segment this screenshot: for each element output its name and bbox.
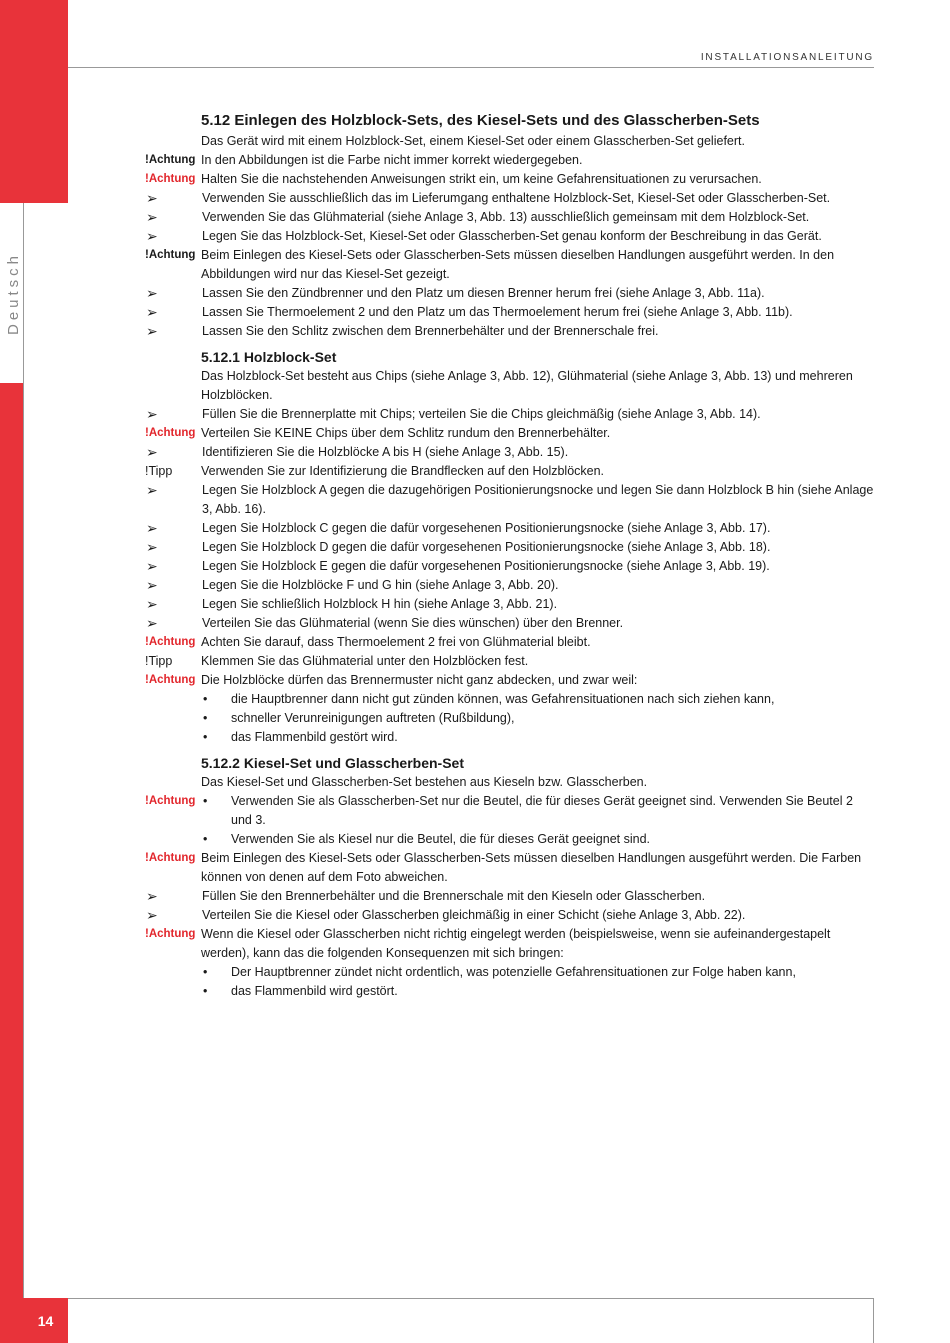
- text-row: [145, 849, 875, 887]
- row-text: Verwenden Sie das Glühmaterial (siehe Anlage 3, Abb. 13) ausschließlich gemeinsam mit dem Holzblock-Set.: [202, 210, 810, 224]
- list-item-text: die Hauptbrenner dann nicht gut zünden können, was Gefahrensituationen nach sich ziehen kann,: [231, 692, 775, 706]
- arrow-bullet-icon: ➢: [146, 596, 158, 612]
- list-item-text: das Flammenbild wird gestört.: [231, 984, 398, 998]
- warning-label: !Achtung: [145, 674, 196, 686]
- text-row: [145, 303, 875, 322]
- text-row: [145, 595, 875, 614]
- header-title: INSTALLATIONSANLEITUNG: [700, 52, 874, 63]
- text-row: [145, 481, 875, 519]
- warning-label: !Achtung: [145, 154, 196, 166]
- list-item: [201, 830, 875, 849]
- text-row: [145, 405, 875, 424]
- text-row: [145, 227, 875, 246]
- row-text: Identifizieren Sie die Holzblöcke A bis H (siehe Anlage 3, Abb. 15).: [202, 445, 569, 459]
- row-text: Legen Sie Holzblock C gegen die dafür vorgesehenen Positionierungsnocke (siehe Anlage 3, Abb. 17).: [202, 521, 771, 535]
- row-text: Das Gerät wird mit einem Holzblock-Set, einem Kiesel-Set oder einem Glasscherben-Set geliefert.: [201, 134, 745, 148]
- list-item-text: Der Hauptbrenner zündet nicht ordentlich, was potenzielle Gefahrensituationen zur Folge haben kann,: [231, 965, 796, 979]
- row-text: In den Abbildungen ist die Farbe nicht immer korrekt wiedergegeben.: [201, 153, 583, 167]
- text-row: [145, 367, 875, 405]
- row-text: Klemmen Sie das Glühmaterial unter den Holzblöcken fest.: [201, 654, 529, 668]
- row-text: Füllen Sie die Brennerplatte mit Chips; verteilen Sie die Chips gleichmäßig (siehe Anlage 3, Abb. 14).: [202, 407, 761, 421]
- text-row: [145, 576, 875, 595]
- row-text: Legen Sie Holzblock E gegen die dafür vorgesehenen Positionierungsnocke (siehe Anlage 3, Abb. 19).: [202, 559, 770, 573]
- list-item: [145, 709, 875, 728]
- text-row: [145, 557, 875, 576]
- text-row: [145, 443, 875, 462]
- row-text: Das Holzblock-Set besteht aus Chips (siehe Anlage 3, Abb. 12), Glühmaterial (siehe Anlage 3, Abb. 13) und mehreren Holzblöcken.: [201, 369, 853, 402]
- row-text: Legen Sie schließlich Holzblock H hin (siehe Anlage 3, Abb. 21).: [202, 597, 558, 611]
- row-label: [145, 367, 201, 405]
- bullet-dot-icon: •: [203, 692, 208, 706]
- arrow-bullet-icon: ➢: [146, 209, 158, 225]
- sub2-title: 5.12.2 Kiesel-Set und Glasscherben-Set: [201, 755, 464, 771]
- list-item: [201, 792, 875, 830]
- warning-label: !Achtung: [145, 636, 196, 648]
- section-title: 5.12 Einlegen des Holzblock-Sets, des Kiesel-Sets und des Glasscherben-Sets: [201, 112, 760, 129]
- arrow-bullet-icon: ➢: [146, 888, 158, 904]
- arrow-bullet-icon: ➢: [146, 304, 158, 320]
- row-text: Halten Sie die nachstehenden Anweisungen strikt ein, um keine Gefahrensituationen zu verursachen.: [201, 172, 762, 186]
- arrow-bullet-icon: ➢: [146, 558, 158, 574]
- arrow-bullet-icon: ➢: [146, 520, 158, 536]
- text-row: [145, 170, 875, 189]
- row-text: Legen Sie das Holzblock-Set, Kiesel-Set oder Glasscherben-Set genau konform der Beschreibung in das Gerät.: [202, 229, 822, 243]
- text-row: [145, 652, 875, 671]
- sub2-warning-row: [145, 792, 875, 849]
- sub2-intro: Das Kiesel-Set und Glasscherben-Set bestehen aus Kieseln bzw. Glasscherben.: [201, 775, 648, 789]
- text-row: [145, 424, 875, 443]
- text-row: [145, 284, 875, 303]
- arrow-bullet-icon: ➢: [146, 323, 158, 339]
- list-item-text: Verwenden Sie als Kiesel nur die Beutel, die für dieses Gerät geeignet sind.: [231, 832, 651, 846]
- bullet-dot-icon: •: [203, 984, 208, 998]
- text-row: [145, 519, 875, 538]
- page-content: [145, 110, 875, 1001]
- text-row: [145, 132, 875, 151]
- text-row: [145, 462, 875, 481]
- text-row: [145, 322, 875, 341]
- sub2-heading-row: [145, 754, 875, 773]
- text-row: [145, 538, 875, 557]
- warning-label: !Achtung: [145, 795, 196, 807]
- row-text: Füllen Sie den Brennerbehälter und die Brennerschale mit den Kieseln oder Glasscherben.: [202, 889, 706, 903]
- warning-label: !Achtung: [145, 427, 196, 439]
- row-text: Wenn die Kiesel oder Glasscherben nicht richtig eingelegt werden (beispielsweise, wenn sie aufeinandergestapelt werden), kann das die folgenden Konsequenzen mit sich bringen:: [201, 927, 831, 960]
- warning-label: !Achtung: [145, 173, 196, 185]
- text-row: [145, 887, 875, 906]
- text-row: [145, 671, 875, 690]
- arrow-bullet-icon: ➢: [146, 190, 158, 206]
- bullet-dot-icon: •: [203, 965, 208, 979]
- arrow-bullet-icon: ➢: [146, 615, 158, 631]
- row-text: Legen Sie die Holzblöcke F und G hin (siehe Anlage 3, Abb. 20).: [202, 578, 559, 592]
- row-text: Achten Sie darauf, dass Thermoelement 2 frei von Glühmaterial bleibt.: [201, 635, 591, 649]
- red-side-bar-bottom: [0, 383, 23, 1343]
- warning-label: !Achtung: [145, 928, 196, 940]
- text-row: [145, 151, 875, 170]
- sub1-rows: [145, 367, 875, 690]
- tip-label: !Tipp: [145, 654, 173, 668]
- arrow-bullet-icon: ➢: [146, 444, 158, 460]
- sub2-bullets: [145, 963, 875, 1001]
- footer-rule: [68, 1298, 874, 1299]
- bullet-dot-icon: •: [203, 730, 208, 744]
- arrow-bullet-icon: ➢: [146, 406, 158, 422]
- row-text: Lassen Sie Thermoelement 2 und den Platz um das Thermoelement herum frei (siehe Anlage 3, Abb. 11b).: [202, 305, 793, 319]
- row-label: [145, 132, 201, 151]
- sub1-title: 5.12.1 Holzblock-Set: [201, 349, 337, 365]
- warning-label: !Achtung: [145, 249, 196, 261]
- list-item: [145, 728, 875, 747]
- list-item: [145, 982, 875, 1001]
- bullet-dot-icon: •: [203, 794, 208, 808]
- sub2-warning-bullets: [201, 792, 875, 849]
- sub2-intro-row: [145, 773, 875, 792]
- text-row: [145, 189, 875, 208]
- row-text: Verteilen Sie KEINE Chips über dem Schlitz rundum den Brennerbehälter.: [201, 426, 611, 440]
- arrow-bullet-icon: ➢: [146, 539, 158, 555]
- text-row: [145, 614, 875, 633]
- header-rule: [68, 67, 874, 68]
- row-text: Beim Einlegen des Kiesel-Sets oder Glasscherben-Sets müssen dieselben Handlungen ausgeführt werden. In den Abbildungen wird nur das Kiesel-Set gezeigt.: [201, 248, 835, 281]
- sub2-rows: [145, 849, 875, 963]
- sub1-bullets: [145, 690, 875, 747]
- row-text: Die Holzblöcke dürfen das Brennermuster nicht ganz abdecken, und zwar weil:: [201, 673, 638, 687]
- list-item: [145, 963, 875, 982]
- row-text: Verwenden Sie zur Identifizierung die Brandflecken auf den Holzblöcken.: [201, 464, 605, 478]
- left-border-rule: [23, 203, 24, 1298]
- bullet-dot-icon: •: [203, 832, 208, 846]
- text-row: [145, 925, 875, 963]
- section-heading-row: [145, 110, 875, 132]
- tip-label: !Tipp: [145, 464, 173, 478]
- row-text: Beim Einlegen des Kiesel-Sets oder Glasscherben-Sets müssen dieselben Handlungen ausgeführt werden. Die Farben können von denen auf dem Foto abweichen.: [201, 851, 862, 884]
- sub1-heading-row: [145, 348, 875, 367]
- list-item: [145, 690, 875, 709]
- text-row: [145, 208, 875, 227]
- bullet-dot-icon: •: [203, 711, 208, 725]
- section-rows: [145, 132, 875, 341]
- language-tab-label: Deutsch: [5, 251, 22, 335]
- arrow-bullet-icon: ➢: [146, 482, 158, 498]
- row-text: Verwenden Sie ausschließlich das im Lieferumgang enthaltene Holzblock-Set, Kiesel-Set oder Glasscherben-Set.: [202, 191, 831, 205]
- arrow-bullet-icon: ➢: [146, 228, 158, 244]
- row-text: Lassen Sie den Schlitz zwischen dem Brennerbehälter und der Brennerschale frei.: [202, 324, 659, 338]
- text-row: [145, 906, 875, 925]
- text-row: [145, 633, 875, 652]
- arrow-bullet-icon: ➢: [146, 285, 158, 301]
- arrow-bullet-icon: ➢: [146, 577, 158, 593]
- text-row: [145, 246, 875, 284]
- row-text: Legen Sie Holzblock A gegen die dazugehörigen Positionierungsnocke und legen Sie dann Holzblock B hin (siehe Anlage 3, Abb. 16).: [202, 483, 874, 516]
- row-text: Verteilen Sie das Glühmaterial (wenn Sie dies wünschen) über den Brenner.: [202, 616, 624, 630]
- arrow-bullet-icon: ➢: [146, 907, 158, 923]
- list-item-text: das Flammenbild gestört wird.: [231, 730, 398, 744]
- row-text: Lassen Sie den Zündbrenner und den Platz um diesen Brenner herum frei (siehe Anlage 3, Abb. 11a).: [202, 286, 765, 300]
- list-item-text: Verwenden Sie als Glasscherben-Set nur die Beutel, die für dieses Gerät geeignet sind. Verwenden Sie Beutel 2 und 3.: [231, 794, 853, 827]
- row-text: Verteilen Sie die Kiesel oder Glasscherben gleichmäßig in einer Schicht (siehe Anlage 3, Abb. 22).: [202, 908, 746, 922]
- row-text: Legen Sie Holzblock D gegen die dafür vorgesehenen Positionierungsnocke (siehe Anlage 3, Abb. 18).: [202, 540, 771, 554]
- list-item-text: schneller Verunreinigungen auftreten (Rußbildung),: [231, 711, 515, 725]
- footer-right-rule: [873, 1298, 874, 1343]
- red-side-bar-top: [0, 0, 68, 203]
- page-number: 14: [37, 1312, 54, 1329]
- warning-label: !Achtung: [145, 852, 196, 864]
